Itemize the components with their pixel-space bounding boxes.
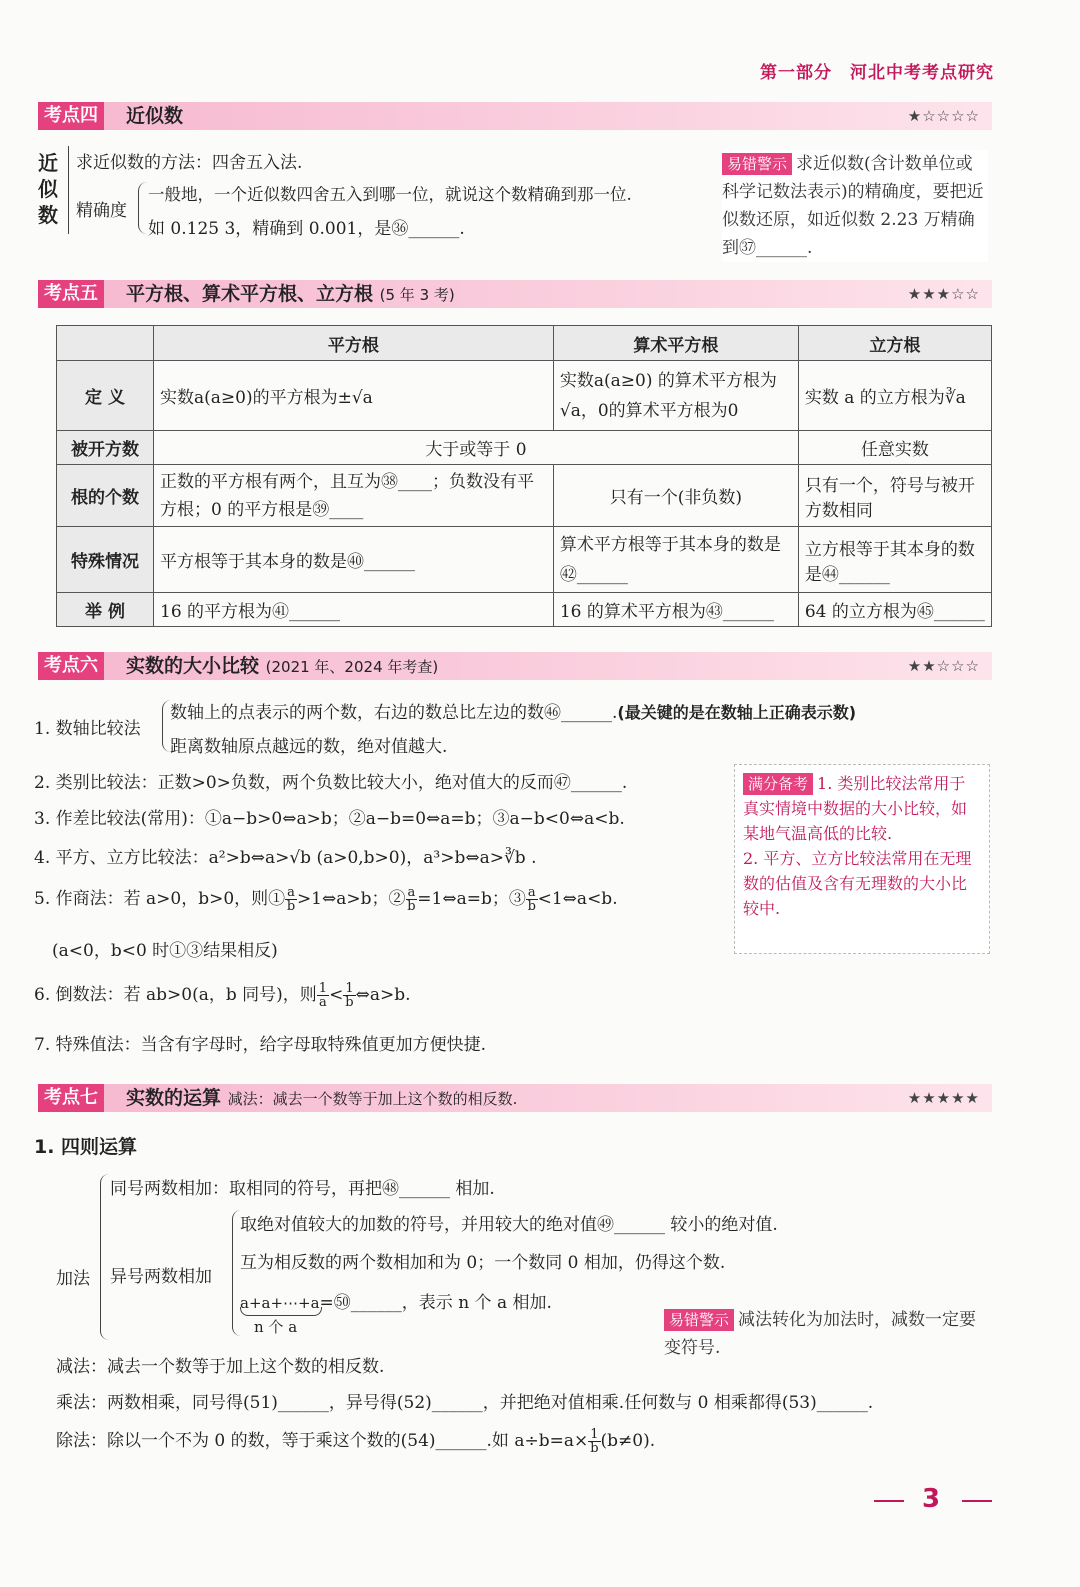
warning-note: 易错警示 求近似数(含计数单位或科学记数法表示)的精确度，要把近似数还原，如近似数 2.23 万精确到㊲______.: [722, 150, 988, 262]
section-tag: 考点六: [38, 652, 104, 680]
list-item: 距离数轴原点越远的数，绝对值越大.: [170, 737, 448, 757]
list-item: 5. 作商法：若 a>0，b>0，则① $\frac{a}{b}>1\Leftrightarrow a>b$；② $\frac{a}{b}=1\Leftrightarrow a=b$；③ $\frac{a}{b}<1\Leftrightarrow a<b$.: [34, 885, 618, 914]
star-rating: ★★★☆☆: [907, 285, 980, 303]
page-header: 第一部分 河北中考考点研究: [760, 63, 994, 83]
section-bar-5: [38, 280, 992, 308]
list-item: 数轴上的点表示的两个数，右边的数总比左边的数㊻______.(最关键的是在数轴上正确表示数): [170, 703, 857, 723]
text: 同号两数相加：取相同的符号，再把㊽______ 相加.: [110, 1179, 495, 1199]
text: a+a+⋯+a=㊿______，表示 n 个 a 相加.: [240, 1293, 552, 1313]
text: 如 0.125 3，精确到 0.001，是㊱______.: [148, 219, 465, 239]
roots-table: 平方根 算术平方根 立方根 定 义 实数a(a≥0)的平方根为±√a 实数a(a≥0) 的算术平方根为√a，0的算术平方根为0 实数 a 的立方根为∛a 被开方数 大于或等于 0 任意实数 根的个数 正数的平方根有两个，且互为㊳____；负数没有平方根；0 的平方根是㊴____ 只有一个(非负数) 只有一个，符号与被开方数相同 特殊情况 平方根等于其本身的数是㊵______ 算术平方根等于其本身的数是㊷______ 立方根等于其本身的数是㊹______ 举 例 16 的平方根为㊶______ 16 的算术平方根为㊸______ 64 的立方根为㊺______: [56, 325, 992, 627]
side-label: 近似数: [38, 151, 58, 227]
text: 一般地，一个近似数四舍五入到哪一位，就说这个数精确到那一位.: [148, 185, 632, 204]
warning-tag: 易错警示: [664, 1309, 734, 1331]
text: 除法：除以一个不为 0 的数，等于乘这个数的(54)______.如 a÷b=a× $\frac{1}{b}(b\ne 0)$.: [56, 1427, 656, 1456]
subheading: 1. 四则运算: [34, 1136, 138, 1158]
list-item: 2. 类别比较法：正数>0>负数，两个负数比较大小，绝对值大的反而㊼______.: [34, 773, 628, 793]
section-title: 实数的运算 减法：减去一个数等于加上这个数的相反数.: [126, 1087, 518, 1109]
list-item: 4. 平方、立方比较法：a²>b⇔a>√b (a>0,b>0)，a³>b⇔a>∛b .: [34, 848, 537, 868]
text: 乘法：两数相乘，同号得(51)______，异号得(52)______，并把绝对值相乘.任何数与 0 相乘都得(53)______.: [56, 1393, 874, 1413]
list-item: 1. 数轴比较法: [34, 719, 141, 739]
star-rating: ★☆☆☆☆: [907, 107, 980, 125]
section-title: 实数的大小比较 (2021 年、2024 年考查): [126, 655, 439, 677]
page-number: 3: [922, 1484, 941, 1514]
list-item: 6. 倒数法：若 ab>0(a，b 同号)，则 $\frac{1}{a}<$ $\frac{1}{b}\Leftrightarrow a>b$.: [34, 981, 411, 1010]
warning-tag: 易错警示: [722, 153, 792, 175]
label: 加法: [56, 1269, 90, 1289]
section-bar-4: [38, 102, 992, 130]
text: 求近似数的方法：四舍五入法.: [76, 153, 303, 173]
section-tag: 考点五: [38, 280, 104, 308]
list-item: 3. 作差比较法(常用)：①a−b>0⇔a>b；②a−b=0⇔a=b；③a−b<0⇔a<b.: [34, 809, 625, 829]
star-rating: ★★★★★: [907, 1089, 980, 1107]
tip-tag: 满分备考: [743, 773, 813, 795]
list-item: (a<0，b<0 时①③结果相反): [52, 941, 278, 961]
section-title: 平方根、算术平方根、立方根 (5 年 3 考): [126, 283, 455, 305]
text: n 个 a: [254, 1318, 298, 1336]
label: 异号两数相加: [110, 1267, 212, 1287]
list-item: 7. 特殊值法：当含有字母时，给字母取特殊值更加方便快捷.: [34, 1035, 487, 1055]
section-bar-6: [38, 652, 992, 680]
warning-note: 易错警示 减法转化为加法时，减数一定要变符号.: [664, 1306, 986, 1362]
text: 减法：减去一个数等于加上这个数的相反数.: [56, 1357, 385, 1377]
text: 互为相反数的两个数相加和为 0；一个数同 0 相加，仍得这个数.: [240, 1253, 726, 1273]
section-bar-7: [38, 1084, 992, 1112]
text: 取绝对值较大的加数的符号，并用较大的绝对值㊾______ 较小的绝对值.: [240, 1215, 778, 1235]
label: 精确度: [76, 201, 127, 221]
section-title: 近似数: [126, 105, 184, 127]
section-tag: 考点四: [38, 102, 104, 130]
section-tag: 考点七: [38, 1084, 104, 1112]
star-rating: ★★☆☆☆: [907, 657, 980, 675]
tip-box: 满分备考 1. 类别比较法常用于真实情境中数据的大小比较，如某地气温高低的比较. 2. 平方、立方比较法常用在无理数的估值及含有无理数的大小比较中.: [734, 764, 990, 954]
